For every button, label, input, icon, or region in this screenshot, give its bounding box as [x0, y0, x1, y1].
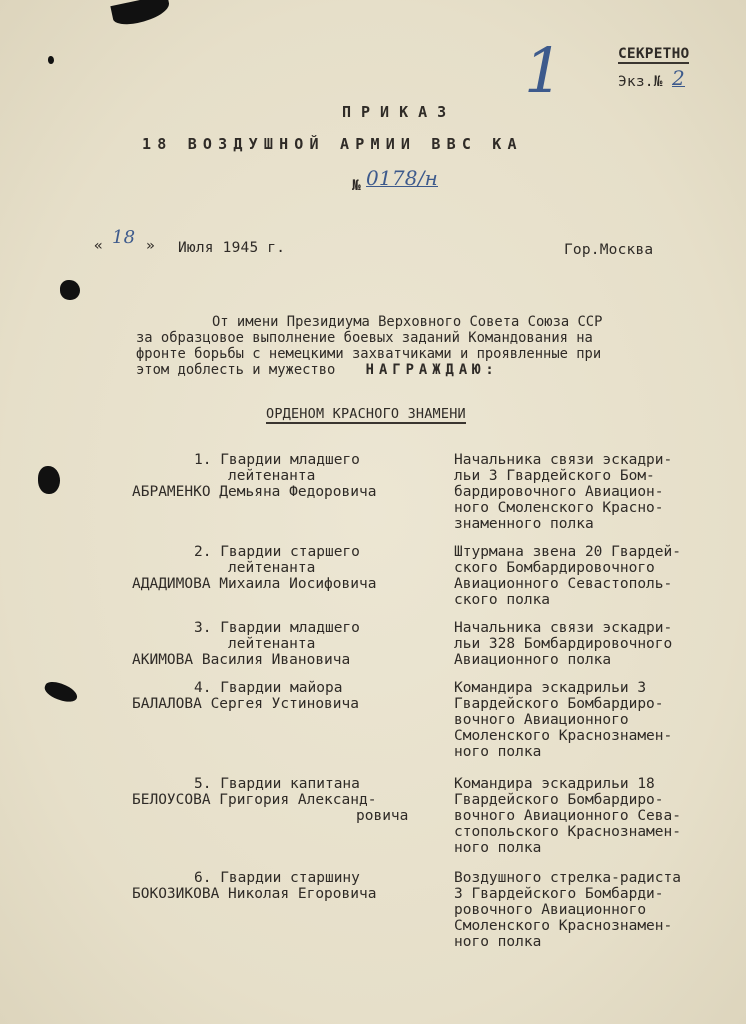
position-line: ного полка [454, 744, 542, 760]
position-line: ного полка [454, 934, 542, 950]
awardee-3-left [132, 620, 360, 668]
awardee-rank: 4. Гвардии майора [194, 680, 343, 696]
punch-hole-1 [60, 280, 80, 300]
preamble-line: От имени Президиума Верховного Совета Союза ССР [212, 314, 603, 330]
awardee-5-position [454, 776, 681, 856]
awardee-number: 6. [194, 870, 212, 886]
speck [48, 56, 54, 64]
position-line: Воздушного стрелка-радиста [454, 870, 681, 886]
awardee-name: ровича [356, 808, 409, 824]
position-line: Смоленского Краснознамен- [454, 918, 673, 934]
position-line: Авиационного Севастополь- [454, 576, 673, 592]
awardee-1-position [454, 452, 672, 532]
position-line: знаменного полка [454, 516, 594, 532]
position-line: ровочного Авиационного [454, 902, 647, 918]
awardee-name: АКИМОВА Василия Ивановича [132, 652, 351, 668]
awardee-rank: 2. Гвардии старшего [194, 544, 360, 560]
awardee-number: 4. [194, 680, 212, 696]
position-line: Начальника связи эскадри- [454, 452, 673, 468]
awardee-rank: лейтенанта [228, 468, 316, 484]
awardee-name: БЕЛОУСОВА Григория Александ- [132, 792, 377, 808]
position-line: ского полка [454, 592, 551, 608]
awardee-number: 3. [194, 620, 212, 636]
position-line: Командира эскадрильи 18 [454, 776, 655, 792]
secrecy-stamp: СЕКРЕТНО [618, 46, 690, 62]
position-line: Штурмана звена 20 Гвардей- [454, 544, 681, 560]
awardee-rank: 6. Гвардии старшину [194, 870, 360, 886]
punch-hole-3 [42, 679, 79, 706]
awardee-rank: лейтенанта [228, 560, 316, 576]
position-line: вочного Авиационного Сева- [454, 808, 681, 824]
awardee-2-position [454, 544, 681, 608]
preamble-line: за образцовое выполнение боевых заданий Командования на [136, 330, 593, 346]
awardee-rank: 1. Гвардии младшего [194, 452, 360, 468]
position-line: 3 Гвардейского Бомбарди- [454, 886, 664, 902]
position-line: Начальника связи эскадри- [454, 620, 673, 636]
position-line: Смоленского Краснознамен- [454, 728, 673, 744]
place: Гор.Москва [564, 242, 654, 258]
awardee-5-left [132, 776, 408, 824]
torn-corner [110, 0, 171, 28]
awardee-name: БАЛАЛОВА Сергея Устиновича [132, 696, 359, 712]
position-line: Гвардейского Бомбардиро- [454, 696, 664, 712]
awardee-number: 2. [194, 544, 212, 560]
preamble [136, 314, 602, 378]
awardee-number: 5. [194, 776, 212, 792]
date-day: 18 [112, 227, 136, 248]
title-line-2: 18 ВОЗДУШНОЙ АРМИИ ВВС КА [142, 135, 523, 153]
order-number: 0178/н [366, 166, 439, 190]
position-line: стопольского Краснознамен- [454, 824, 681, 840]
award-word: НАГРАЖДАЮ: [365, 362, 499, 378]
order-number-prefix: № [352, 178, 361, 194]
order-heading: ОРДЕНОМ КРАСНОГО ЗНАМЕНИ [266, 406, 466, 422]
awardee-name: БОКОЗИКОВА Николая Егоровича [132, 886, 377, 902]
date-close-quote: » [146, 238, 155, 254]
awardee-rank: 5. Гвардии капитана [194, 776, 360, 792]
title-line-1: ПРИКАЗ [342, 103, 457, 121]
awardee-1-left [132, 452, 376, 500]
awardee-rank: 3. Гвардии младшего [194, 620, 360, 636]
position-line: льи 328 Бомбардировочного [454, 636, 673, 652]
awardee-rank: лейтенанта [228, 636, 316, 652]
awardee-name: АБРАМЕНКО Демьяна Федоровича [132, 484, 377, 500]
awardee-3-position [454, 620, 672, 668]
copy-label: Экз.№ [618, 74, 663, 90]
date-month-year: Июля 1945 г. [178, 240, 286, 256]
awardee-name: АДАДИМОВА Михаила Иосифовича [132, 576, 377, 592]
position-line: ного полка [454, 840, 542, 856]
punch-hole-2 [38, 466, 60, 494]
position-line: ного Смоленского Красно- [454, 500, 664, 516]
position-line: льи 3 Гвардейского Бом- [454, 468, 655, 484]
preamble-line: фронте борьбы с немецкими захватчиками и проявленные при [136, 346, 602, 362]
copy-number: 2 [672, 66, 685, 90]
awardee-2-left [132, 544, 376, 592]
preamble-line [136, 362, 602, 378]
awardee-6-left [132, 870, 376, 902]
awardee-number: 1. [194, 452, 212, 468]
position-line: Командира эскадрильи 3 [454, 680, 647, 696]
awardee-4-left [132, 680, 359, 712]
position-line: Авиационного полка [454, 652, 612, 668]
preamble-line-end: этом доблесть и мужество [136, 362, 336, 378]
position-line: бардировочного Авиацион- [454, 484, 664, 500]
position-line: ского Бомбардировочного [454, 560, 655, 576]
sheet-number-mark: 1 [524, 34, 564, 107]
date-open-quote: « [94, 238, 103, 254]
awardee-4-position [454, 680, 672, 760]
position-line: вочного Авиационного [454, 712, 629, 728]
awardee-6-position [454, 870, 681, 950]
position-line: Гвардейского Бомбардиро- [454, 792, 664, 808]
